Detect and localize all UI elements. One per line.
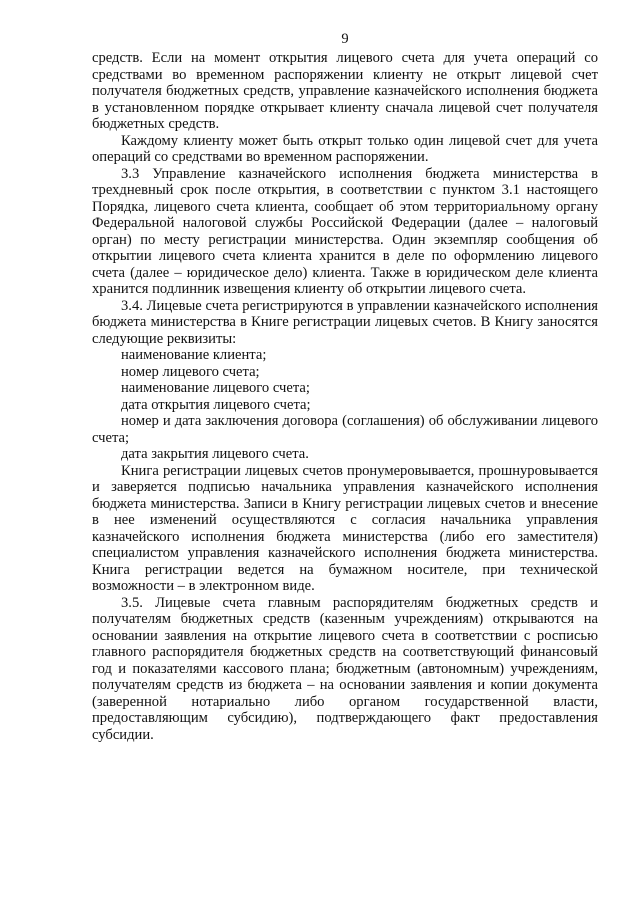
document-page [92,30,598,743]
paragraph-registration-book: Книга регистрации лицевых счетов пронумеровывается, прошнуровывается и заверяется подписью начальника управления казначейского исполнения бюджета министерства. Записи в Книгу регистрации лицевых счетов и внесение в нее изменений осуществляются с согласия начальника управления казначейского исполнения бюджета министерства (либо его заместителя) специалистом управления казначейского исполнения бюджета министерства. Книга регистрации ведется на бумажном носителе, при технической возможности – в электронном виде. [92,462,598,594]
list-item: дата закрытия лицевого счета. [121,446,309,462]
paragraph-continuation: средств. Если на момент открытия лицевого счета для учета операций со средствами во временном распоряжении клиенту не открыт лицевой счет получателя бюджетных средств, управление казначейского исполнения бюджета в установленном порядке открывает клиенту сначала лицевой счет получателя бюджетных средств. [92,50,598,132]
list-item: номер и дата заключения договора (соглашения) об обслуживании лицевого счета; [92,413,598,446]
paragraph-single-account: Каждому клиенту может быть открыт только один лицевой счет для учета операций со средствами во временном распоряжении. [92,132,598,165]
requisites-list [92,347,598,463]
page-number: 9 [341,31,349,47]
paragraph-3-3: 3.3 Управление казначейского исполнения бюджета министерства в трехдневный срок после открытия, в соответствии с пунктом 3.1 настоящего Порядка, лицевого счета клиента, сообщает об этом территориальному органу Федеральной налоговой службы Российской Федерации (далее – налоговый орган) по месту регистрации министерства. Один экземпляр сообщения об открытии лицевого счета клиента хранится в деле по оформлению лицевого счета (далее – юридическое дело) клиента. Также в юридическом деле клиента хранится подлинник извещения клиенту об открытии лицевого счета. [92,165,598,297]
list-item: дата открытия лицевого счета; [121,396,311,413]
list-item: номер лицевого счета; [121,363,260,380]
list-item: наименование лицевого счета; [121,380,310,396]
paragraph-3-4: 3.4. Лицевые счета регистрируются в управлении казначейского исполнения бюджета министерства в Книге регистрации лицевых счетов. В Книгу заносятся следующие реквизиты: [92,297,598,347]
list-item: наименование клиента; [121,347,267,363]
paragraph-3-5: 3.5. Лицевые счета главным распорядителям бюджетных средств и получателям бюджетных средств (казенным учреждениям) открываются на основании заявления на открытие лицевого счета в соответствии с росписью главного распорядителя бюджетных средств на соответствующий финансовый год и показателями кассового плана; бюджетным (автономным) учреждениям, получателям средств из бюджета – на основании заявления и копии документа (заверенной нотариально либо органом государственной власти, предоставляющим субсидию), подтверждающего факт предоставления субсидии. [92,594,598,743]
